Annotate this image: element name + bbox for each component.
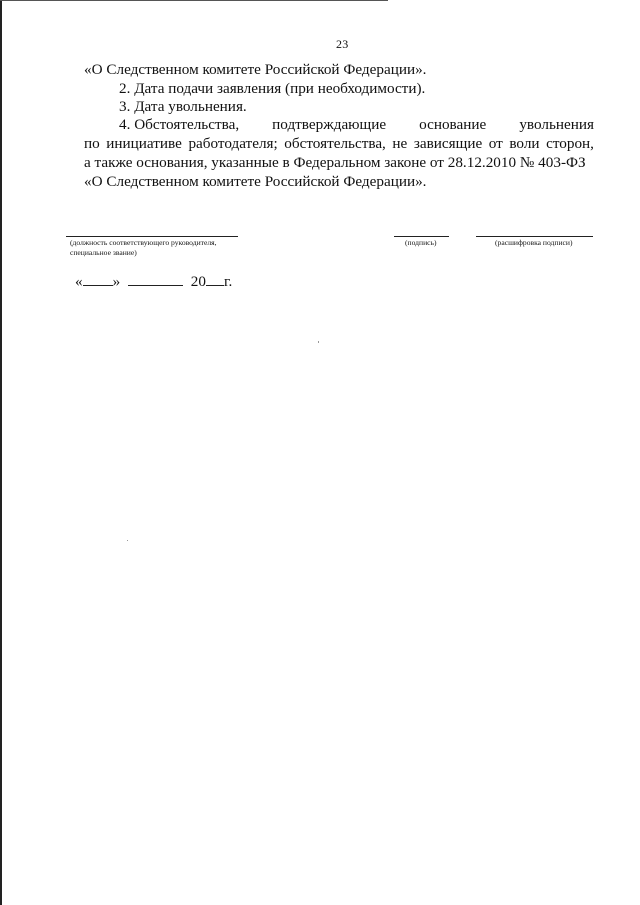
position-caption-line-1: (должность соответствующего руководителя, — [70, 238, 217, 247]
signature-caption: (подпись) — [405, 238, 437, 247]
signature-field-line[interactable] — [394, 236, 449, 237]
scan-speck — [127, 540, 128, 541]
item-dismissal-date: 3. Дата увольнения. — [119, 98, 247, 115]
item-application-date: 2. Дата подачи заявления (при необходимости). — [119, 80, 426, 97]
item-circumstances-line-3: а также основания, указанные в Федеральном законе от 28.12.2010 № 403-ФЗ — [84, 154, 586, 171]
item-circumstances — [84, 115, 594, 191]
item-circumstances-line-2: по инициативе работодателя; обстоятельства, не зависящие от воли сторон, — [84, 135, 594, 152]
law-reference-line: «О Следственном комитете Российской Федерации». — [84, 61, 427, 78]
signature-decode-caption: (расшифровка подписи) — [495, 238, 573, 247]
item-circumstances-line-1: 4. Обстоятельства, подтверждающие основание увольнения — [119, 116, 594, 133]
page-number: 23 — [336, 37, 349, 51]
date-close-quote: » — [112, 273, 121, 290]
item-circumstances-line-4: «О Следственном комитете Российской Федерации». — [84, 173, 427, 190]
date-year-blank[interactable] — [206, 271, 224, 286]
date-field — [75, 271, 232, 291]
scan-edge-left — [0, 0, 2, 905]
position-field-line[interactable] — [66, 236, 238, 237]
date-day-blank[interactable] — [83, 271, 113, 286]
date-month-blank[interactable] — [128, 271, 183, 286]
scan-speck — [318, 341, 319, 343]
date-year-suffix: г. — [223, 273, 233, 290]
signature-decode-field-line[interactable] — [476, 236, 593, 237]
date-open-quote: « — [75, 273, 83, 290]
scan-edge-top — [0, 0, 388, 1]
date-year-prefix: 20 — [190, 273, 206, 290]
position-caption-line-2: специальное звание) — [70, 248, 137, 257]
